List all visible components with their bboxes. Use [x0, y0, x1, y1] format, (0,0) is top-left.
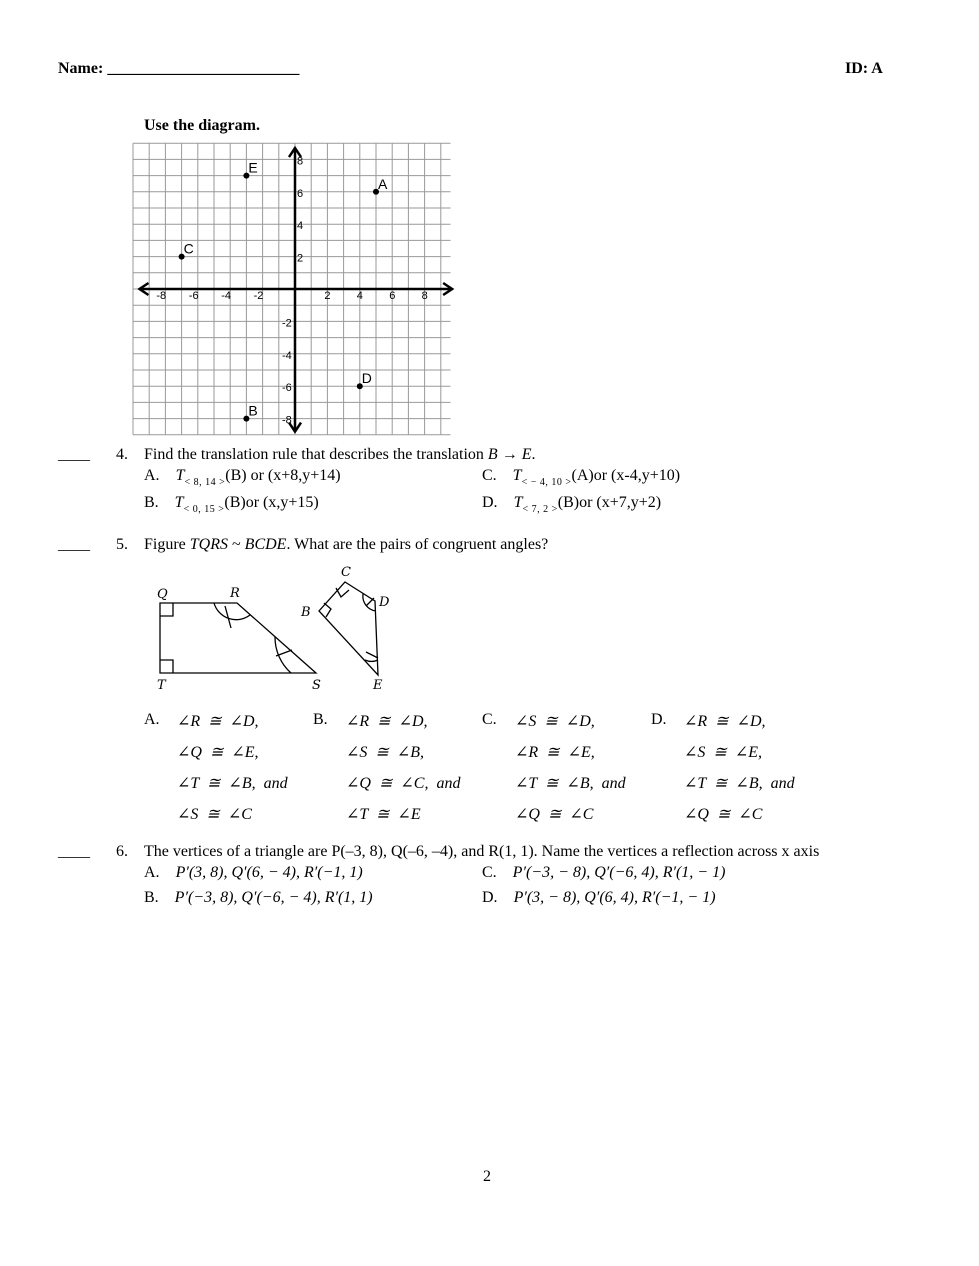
x-tick-label: 4 — [356, 290, 363, 302]
q5-number: 5. — [116, 536, 128, 553]
q6-choice-c[interactable]: C. P′(−3, − 8), Q′(−6, 4), R′(1, − 1) — [482, 864, 726, 881]
q5-choice-line: ∠R ≅ ∠D, — [346, 713, 428, 730]
q5-choice-line: ∠S ≅ ∠B, — [346, 744, 424, 761]
q5-choice-line: ∠S ≅ ∠C — [177, 806, 252, 823]
q5-choice-line: ∠R ≅ ∠D, — [177, 713, 259, 730]
q4-number: 4. — [116, 446, 128, 463]
name-label: Name: — [58, 60, 104, 77]
q5-choice-line: ∠T ≅ ∠B, and — [684, 775, 795, 792]
q5-choice-letter[interactable]: C. — [482, 711, 497, 728]
q4-blank[interactable]: ____ — [58, 446, 90, 463]
label-c: C — [341, 565, 351, 580]
q5-choice-letter[interactable]: B. — [313, 711, 328, 728]
coordinate-grid — [130, 130, 465, 442]
q5-blank[interactable]: ____ — [58, 536, 90, 553]
q5-choice-line: ∠Q ≅ ∠C, and — [346, 775, 461, 792]
intro-text: Use the diagram. — [144, 117, 260, 134]
q5-choice-line: ∠S ≅ ∠E, — [684, 744, 762, 761]
q4-choice-d[interactable]: D. $T_{< 7, 2 >}(B)or$ (x+7,y+2) — [482, 494, 662, 515]
label-d: D — [379, 595, 390, 610]
q6-blank[interactable]: ____ — [58, 843, 90, 860]
q5-choice-line: ∠Q ≅ ∠C — [515, 806, 594, 823]
q5-choice-line: ∠T ≅ ∠B, and — [177, 775, 288, 792]
name-blank: ________________________ — [107, 60, 300, 77]
q5-choice-line: ∠Q ≅ ∠E, — [177, 744, 259, 761]
id-label: ID: — [845, 60, 869, 77]
label-s: S — [312, 678, 321, 693]
name-line — [58, 60, 299, 78]
q5-choice-line: ∠R ≅ ∠E, — [515, 744, 595, 761]
y-tick-label: -6 — [282, 382, 292, 395]
label-t: T — [157, 678, 166, 693]
q5-choice-line: ∠Q ≅ ∠C — [684, 806, 763, 823]
q5-stem: Figure TQRS ~ BCDE. What are the pairs of congruent angles? — [144, 536, 549, 553]
q4-choice-b[interactable]: B. $T_{< 0, 15 >}(B)or$ (x,y+15) — [144, 494, 319, 515]
point-label-c: C — [183, 240, 194, 257]
x-tick-label: 2 — [324, 290, 331, 302]
point-label-e: E — [248, 159, 258, 176]
label-r: R — [230, 586, 240, 601]
y-tick-label: 4 — [297, 220, 304, 233]
y-tick-label: -8 — [282, 414, 292, 427]
y-tick-label: -2 — [282, 317, 292, 330]
y-tick-label: 2 — [297, 252, 304, 265]
x-tick-label: 6 — [389, 290, 396, 302]
x-tick-label: -2 — [253, 290, 264, 302]
q5-choice-letter[interactable]: D. — [651, 711, 667, 728]
y-tick-label: -4 — [282, 349, 292, 362]
x-tick-label: -6 — [188, 290, 199, 302]
q5-choice-line: ∠R ≅ ∠D, — [684, 713, 766, 730]
label-b: B — [301, 605, 311, 620]
figure-bcde — [319, 582, 378, 675]
q6-stem: The vertices of a triangle are P(–3, 8), Q(–6, –4), and R(1, 1). Name the vertices a reflection across x axis — [144, 843, 820, 860]
figure-tqrs — [160, 603, 316, 673]
q5-choice-line: ∠S ≅ ∠D, — [515, 713, 595, 730]
point-label-b: B — [248, 402, 258, 419]
point-label-d: D — [361, 370, 372, 387]
q4-choice-a[interactable]: A. $T_{< 8, 14 >}(B)$ or (x+8,y+14) — [144, 467, 341, 488]
q4-stem: Find the translation rule that describes the translation B → E. — [144, 446, 536, 463]
y-tick-label: 6 — [297, 187, 304, 200]
label-e: E — [373, 678, 383, 693]
q6-number: 6. — [116, 843, 128, 860]
x-tick-label: -4 — [221, 290, 231, 302]
similar-figures-diagram — [145, 560, 400, 695]
q4-choice-c[interactable]: C. $T_{< - 4, 10 >}(A)or$ (x-4,y+10) — [482, 467, 681, 488]
q6-choice-b[interactable]: B. P′(−3, 8), Q′(−6, − 4), R′(1, 1) — [144, 889, 373, 906]
page-number: 2 — [483, 1168, 491, 1185]
label-q: Q — [157, 587, 168, 602]
q6-choice-d[interactable]: D. P′(3, − 8), Q′(6, 4), R′(−1, − 1) — [482, 889, 716, 906]
point-label-a: A — [378, 175, 388, 192]
q6-choice-a[interactable]: A. P′(3, 8), Q′(6, − 4), R′(−1, 1) — [144, 864, 363, 881]
y-tick-label: 8 — [297, 155, 304, 168]
x-tick-label: 8 — [421, 290, 428, 302]
q5-choice-line: ∠T ≅ ∠B, and — [515, 775, 626, 792]
x-tick-label: -8 — [156, 290, 167, 302]
q5-choice-line: ∠T ≅ ∠E — [346, 806, 421, 823]
q5-choice-letter[interactable]: A. — [144, 711, 160, 728]
id-line — [845, 60, 883, 78]
id-value: A — [871, 60, 883, 77]
